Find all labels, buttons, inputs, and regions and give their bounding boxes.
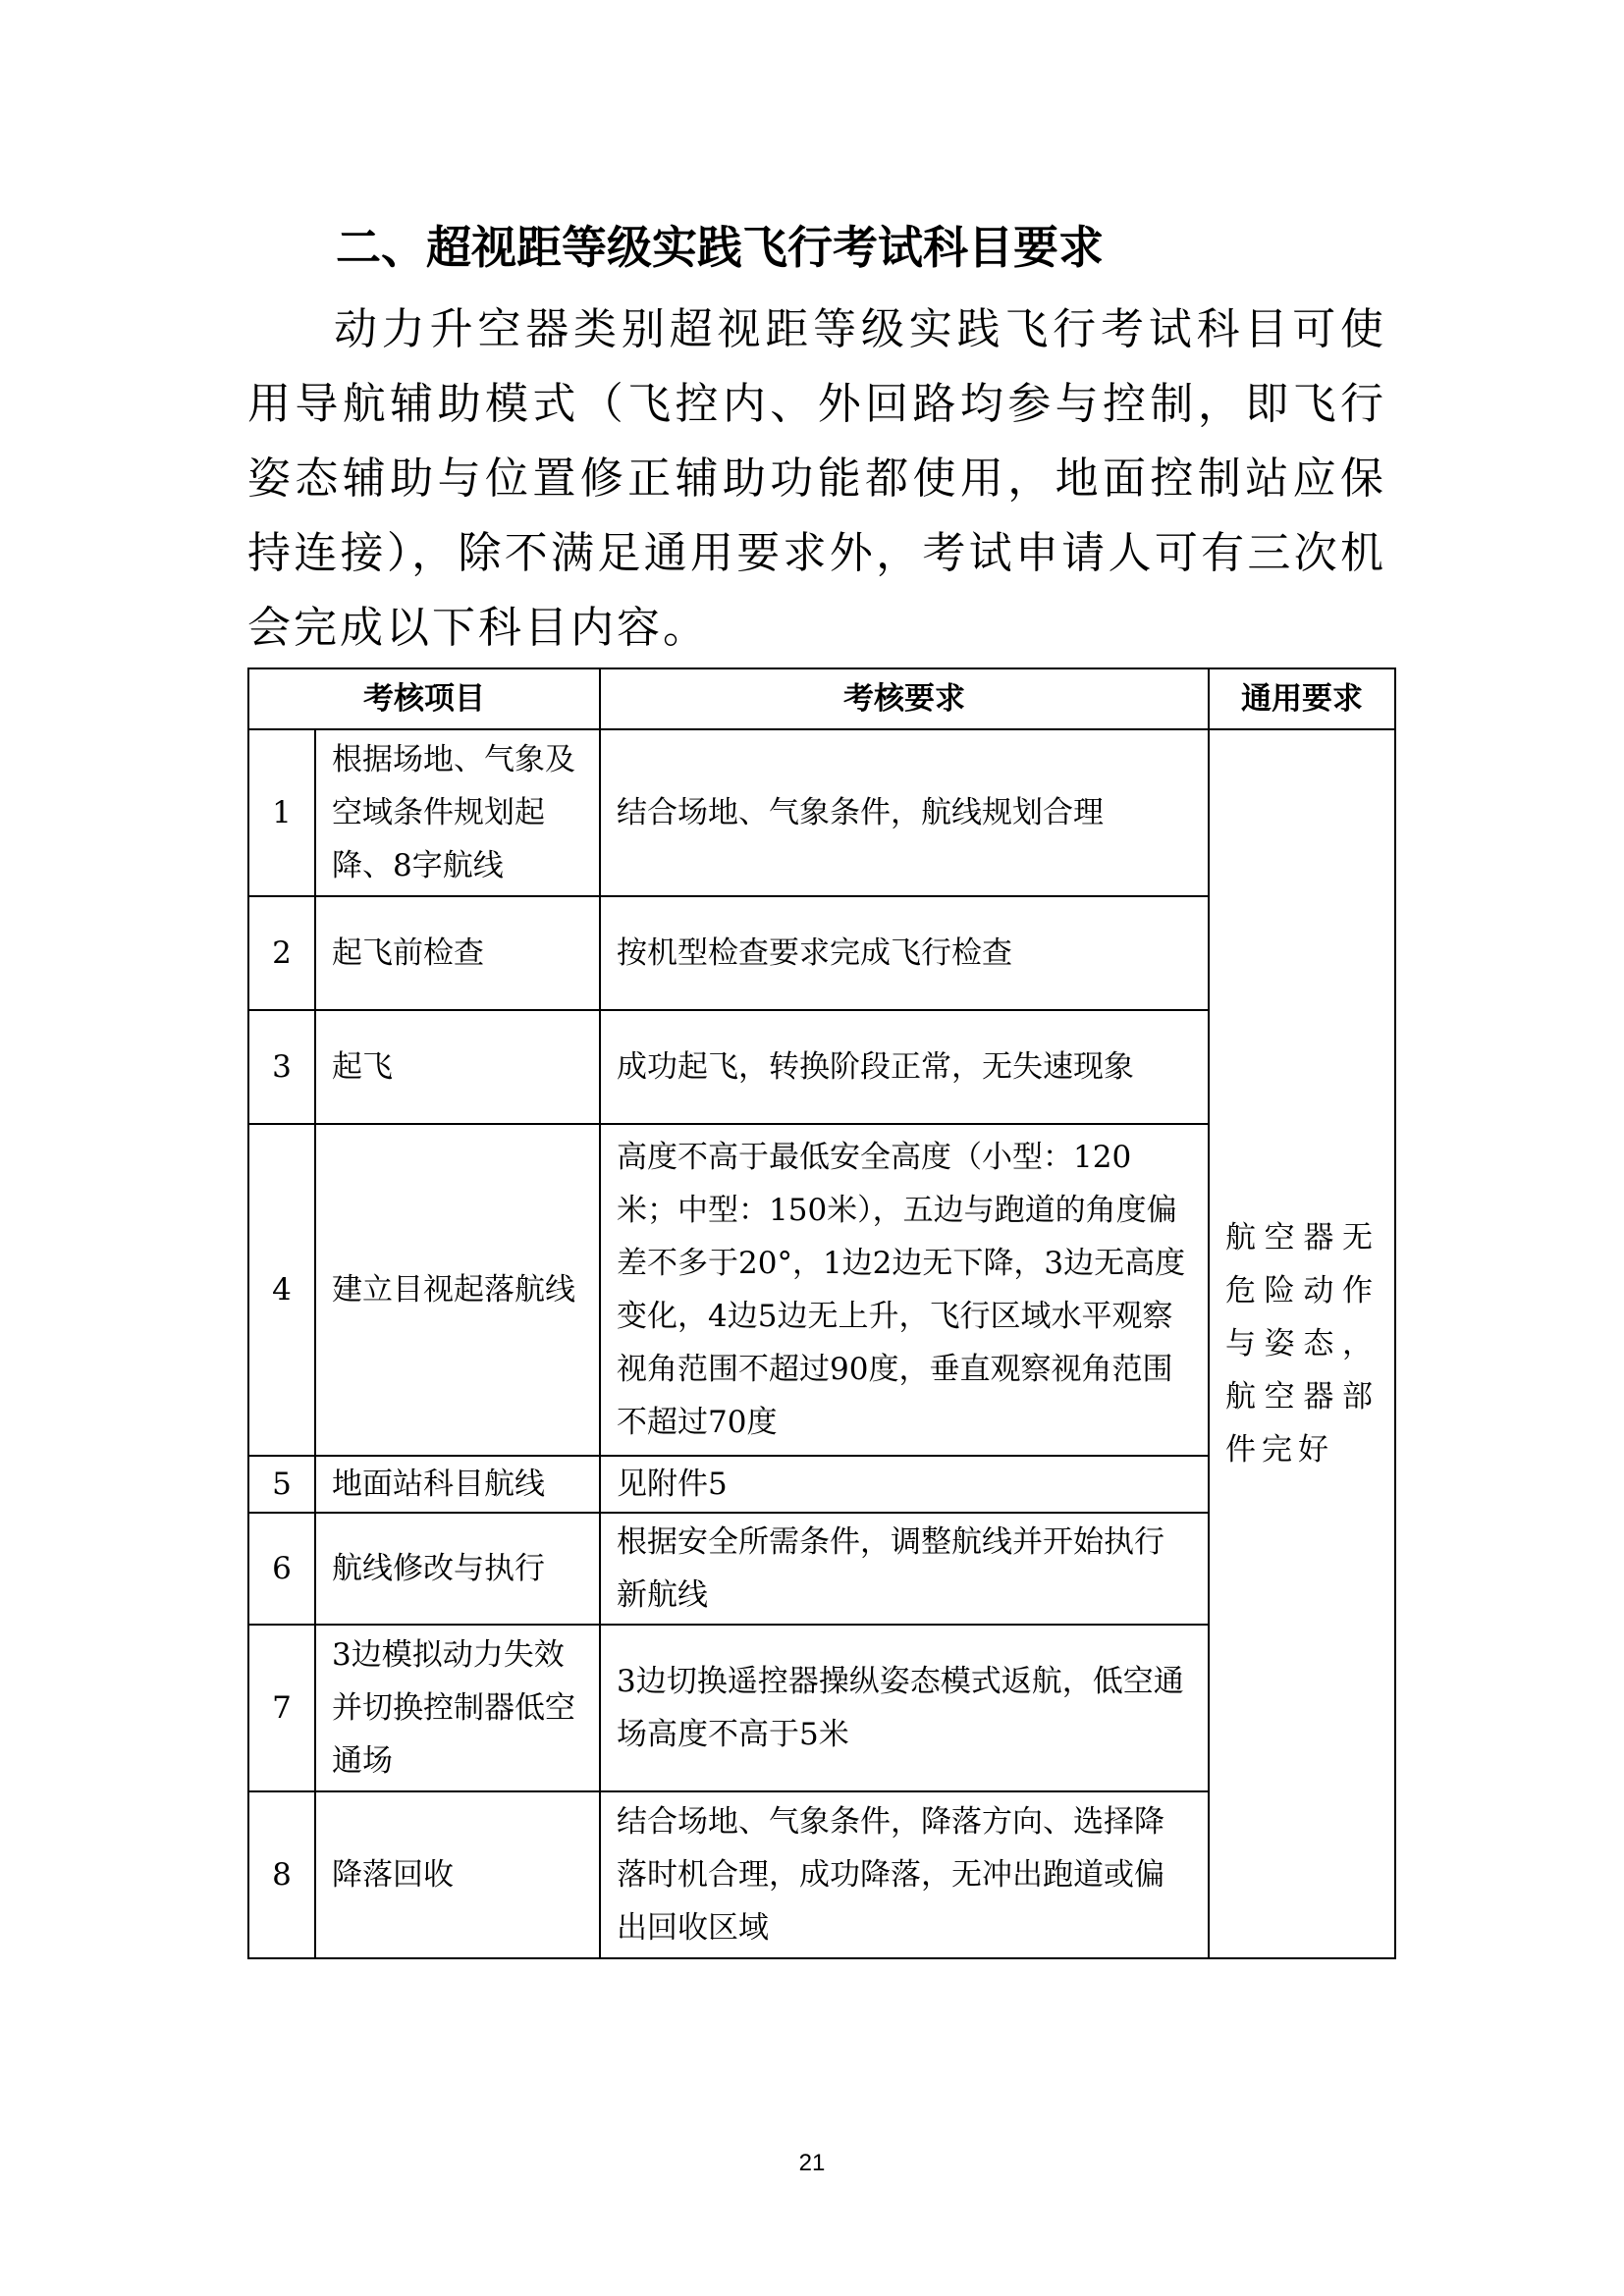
row-item: 航线修改与执行 (315, 1513, 600, 1625)
section-heading: 二、超视距等级实践飞行考试科目要求 (336, 221, 1104, 274)
general-requirement-cell: 航空器无危险动作与姿态，航空器部件完好 (1209, 729, 1395, 1958)
row-number: 3 (248, 1010, 315, 1124)
row-item: 3边模拟动力失效并切换控制器低空通场 (315, 1625, 600, 1791)
table-row (248, 729, 1395, 896)
row-item: 起飞前检查 (315, 896, 600, 1010)
table-header-row (248, 668, 1395, 729)
row-item: 起飞 (315, 1010, 600, 1124)
row-requirement: 高度不高于最低安全高度（小型：120米；中型：150米），五边与跑道的角度偏差不多于20°，1边2边无下降，3边无高度变化，4边5边无上升，飞行区域水平观察视角范围不超过90度，垂直观察视角范围不超过70度 (600, 1124, 1209, 1456)
row-number: 2 (248, 896, 315, 1010)
row-requirement: 3边切换遥控器操纵姿态模式返航，低空通场高度不高于5米 (600, 1625, 1209, 1791)
row-number: 5 (248, 1456, 315, 1513)
row-requirement: 结合场地、气象条件，降落方向、选择降落时机合理，成功降落，无冲出跑道或偏出回收区域 (600, 1791, 1209, 1958)
row-number: 7 (248, 1625, 315, 1791)
row-number: 4 (248, 1124, 315, 1456)
exam-subjects-table (247, 667, 1396, 1959)
row-item: 降落回收 (315, 1791, 600, 1958)
row-item: 地面站科目航线 (315, 1456, 600, 1513)
row-number: 1 (248, 729, 315, 896)
intro-paragraph: 动力升空器类别超视距等级实践飞行考试科目可使用导航辅助模式（飞控内、外回路均参与控制，即飞行姿态辅助与位置修正辅助功能都使用，地面控制站应保持连接），除不满足通用要求外，考试申请人可有三次机会完成以下科目内容。 (247, 304, 1386, 653)
row-number: 6 (248, 1513, 315, 1625)
row-item: 根据场地、气象及空域条件规划起降、8字航线 (315, 729, 600, 896)
row-requirement: 结合场地、气象条件，航线规划合理 (600, 729, 1209, 896)
header-assessment-requirement: 考核要求 (600, 668, 1209, 729)
row-item: 建立目视起落航线 (315, 1124, 600, 1456)
page-number: 21 (798, 2150, 826, 2176)
row-requirement: 成功起飞，转换阶段正常，无失速现象 (600, 1010, 1209, 1124)
row-requirement: 按机型检查要求完成飞行检查 (600, 896, 1209, 1010)
header-assessment-item: 考核项目 (248, 668, 600, 729)
row-requirement: 见附件5 (600, 1456, 1209, 1513)
row-number: 8 (248, 1791, 315, 1958)
row-requirement: 根据安全所需条件，调整航线并开始执行新航线 (600, 1513, 1209, 1625)
header-general-requirement: 通用要求 (1209, 668, 1395, 729)
